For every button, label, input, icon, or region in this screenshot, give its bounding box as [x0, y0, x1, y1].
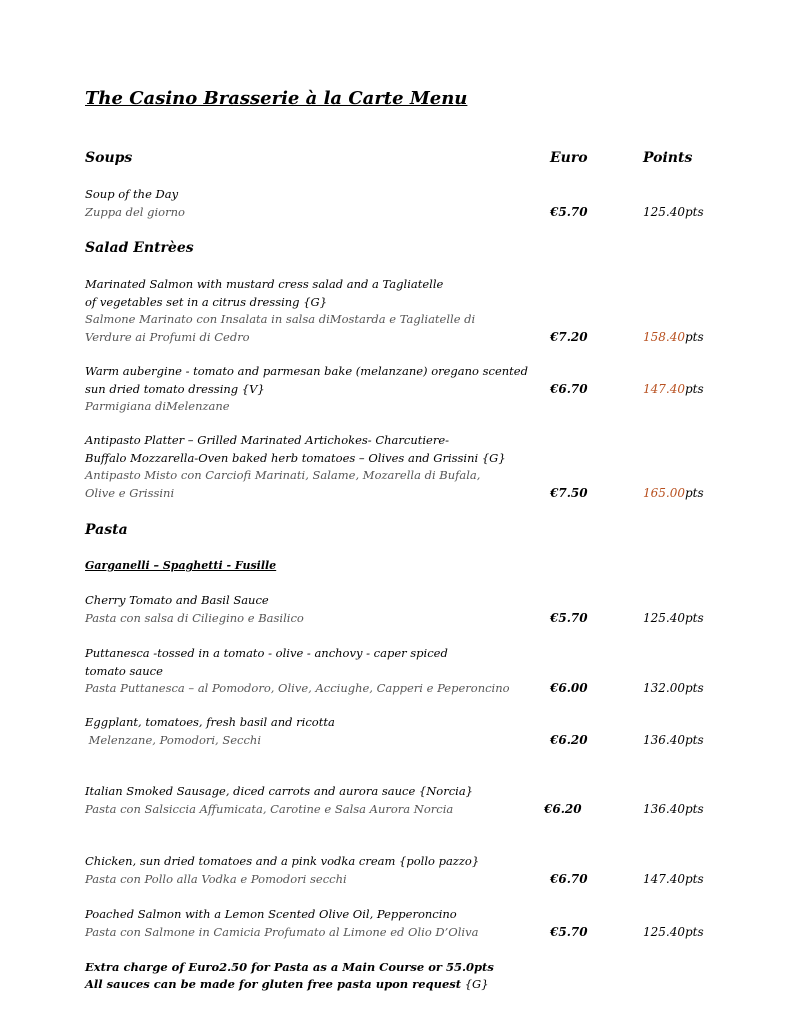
item-italian-line: Parmigiana diMelenzane — [85, 399, 230, 413]
menu-item — [85, 714, 335, 749]
item-italian-line: Pasta con Salsiccia Affumicata, Carotine e Salsa Aurora Norcia — [85, 801, 454, 816]
item-points: 147.40pts — [643, 382, 704, 396]
points-column-heading: Points — [643, 150, 693, 166]
item-points: 165.00pts — [643, 486, 704, 500]
section-salads-heading: Salad Entrèes — [85, 240, 194, 256]
footer-extra-charge-note: Extra charge of Euro2.50 for Pasta as a Main Course or 55.0pts — [85, 960, 494, 974]
item-price: €6.70 — [550, 872, 588, 886]
item-english-line: Eggplant, tomatoes, fresh basil and ricotta — [85, 715, 335, 729]
item-points: 147.40pts — [643, 872, 704, 886]
item-price: €7.50 — [550, 486, 588, 500]
item-italian-line: Melenzane, Pomodori, Secchi — [85, 732, 262, 747]
page-title: The Casino Brasserie à la Carte Menu — [85, 88, 468, 109]
menu-item — [85, 906, 478, 941]
item-points: 158.40pts — [643, 330, 704, 344]
item-italian-line: Pasta con salsa di Ciliegino e Basilico — [85, 610, 304, 625]
item-price: €5.70 — [550, 205, 588, 219]
item-price: €6.20 — [544, 802, 582, 816]
item-english-line: Antipasto Platter – Grilled Marinated Artichokes- Charcutiere- — [85, 433, 450, 447]
item-points: 125.40pts — [643, 611, 704, 625]
footer-notes — [85, 959, 494, 993]
item-points: 125.40pts — [643, 205, 704, 219]
item-price: €6.70 — [550, 382, 588, 396]
item-english-line: Marinated Salmon with mustard cress salad and a Tagliatelle — [85, 277, 444, 291]
item-english-line: Poached Salmon with a Lemon Scented Olive Oil, Pepperoncino — [85, 907, 457, 921]
menu-item — [85, 853, 479, 888]
item-english-line: of vegetables set in a citrus dressing {G} — [85, 294, 328, 309]
item-points: 136.40pts — [643, 802, 704, 816]
menu-item — [85, 363, 528, 416]
item-italian-line: Pasta con Pollo alla Vodka e Pomodori secchi — [85, 871, 347, 886]
section-soups-heading: Soups — [85, 150, 133, 166]
item-english-line: sun dried tomato dressing {V} — [85, 381, 265, 396]
menu-item — [85, 276, 475, 346]
menu-item — [85, 645, 510, 698]
item-italian-line: Pasta Puttanesca – al Pomodoro, Olive, Acciughe, Capperi e Peperoncino — [85, 681, 510, 695]
item-english-line: Buffalo Mozzarella-Oven baked herb tomatoes – Olives and Grissini {G} — [85, 450, 506, 465]
item-price: €6.20 — [550, 733, 588, 747]
item-price: €5.70 — [550, 611, 588, 625]
item-english-name: Soup of the Day — [85, 187, 179, 201]
item-italian-line: Salmone Marinato con Insalata in salsa diMostarda e Tagliatelle di — [85, 312, 476, 326]
menu-item — [85, 783, 473, 818]
item-price: €6.00 — [550, 681, 588, 695]
menu-item — [85, 592, 304, 627]
item-price: €7.20 — [550, 330, 588, 344]
item-english-line: Puttanesca -tossed in a tomato - olive - anchovy - caper spiced — [85, 646, 448, 660]
item-italian-line: Antipasto Misto con Carciofi Marinati, Salame, Mozarella di Bufala, — [85, 468, 481, 482]
item-english-line: tomato sauce — [85, 663, 163, 678]
item-english-line: Cherry Tomato and Basil Sauce — [85, 593, 269, 607]
euro-column-heading: Euro — [550, 150, 588, 166]
menu-item — [85, 186, 185, 221]
pasta-types-subheading: Garganelli – Spaghetti - Fusille — [85, 559, 277, 572]
item-english-line: Chicken, sun dried tomatoes and a pink vodka cream {pollo pazzo} — [85, 854, 480, 868]
item-italian-name: Zuppa del giorno — [85, 204, 185, 219]
menu-item — [85, 432, 506, 502]
item-english-line: Warm aubergine - tomato and parmesan bake (melanzane) oregano scented — [85, 364, 528, 378]
item-italian-line: Verdure ai Profumi di Cedro — [85, 329, 250, 344]
item-points: 136.40pts — [643, 733, 704, 747]
item-english-line: Italian Smoked Sausage, diced carrots and aurora sauce {Norcia} — [85, 784, 473, 798]
footer-gluten-free-note: All sauces can be made for gluten free pasta upon request {G} — [85, 977, 489, 991]
item-price: €5.70 — [550, 925, 588, 939]
item-points: 132.00pts — [643, 681, 704, 695]
item-points: 125.40pts — [643, 925, 704, 939]
item-italian-line: Pasta con Salmone in Camicia Profumato al Limone ed Olio D’Oliva — [85, 924, 479, 939]
item-italian-line: Olive e Grissini — [85, 485, 175, 500]
section-pasta-heading: Pasta — [85, 522, 128, 538]
